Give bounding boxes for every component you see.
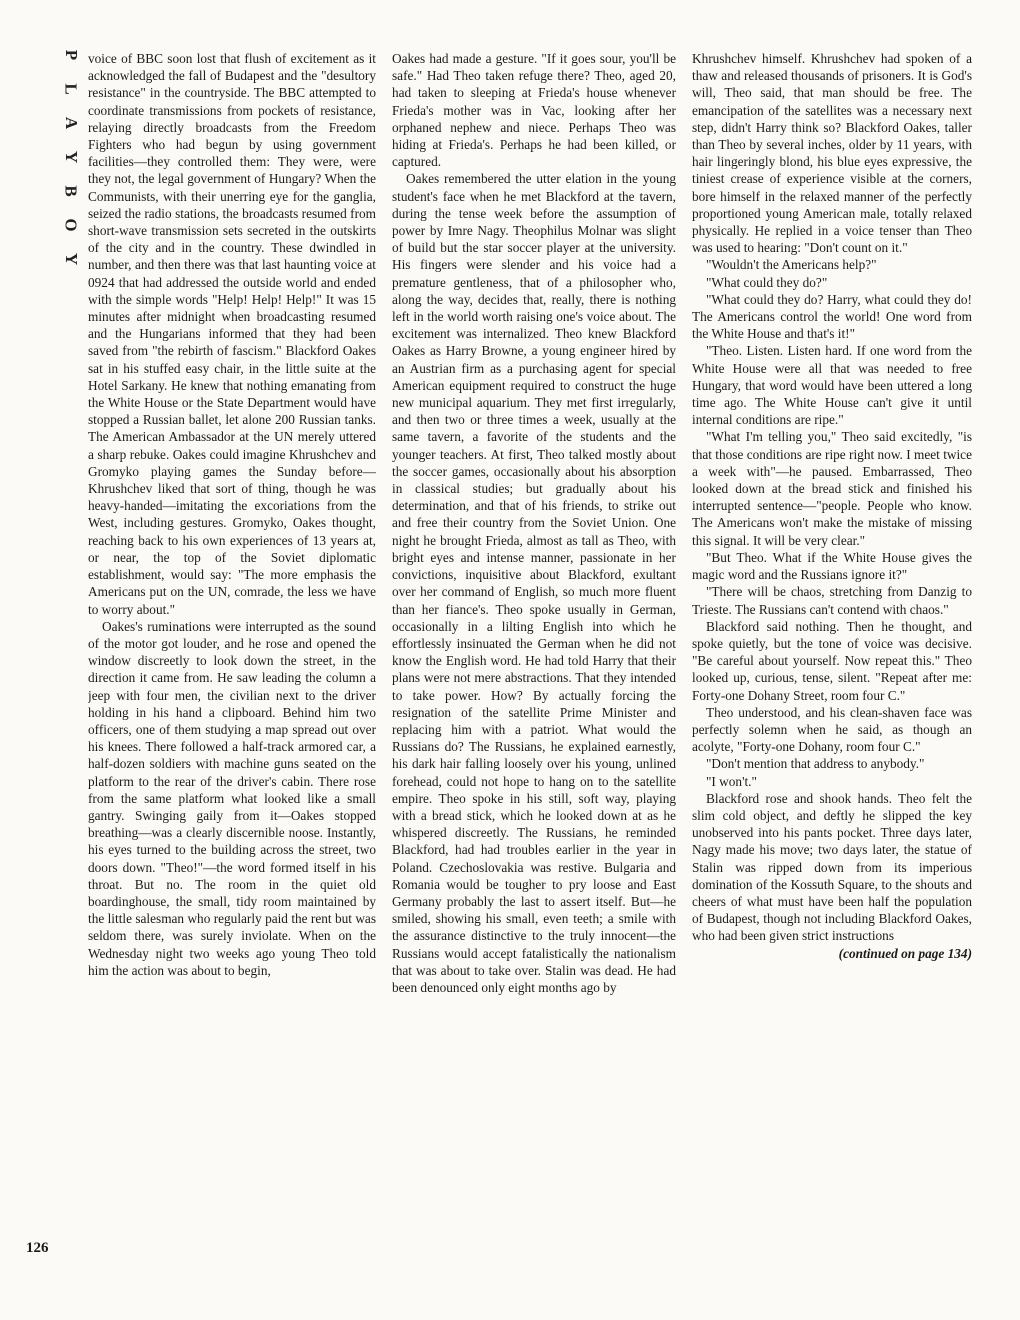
paragraph: "Don't mention that address to anybody." xyxy=(706,756,925,772)
logo-letter: Y xyxy=(62,252,81,266)
paragraph: Blackford rose and shook hands. Theo felt the slim cold object, and deftly he slipped the key unobserved into his pants pocket. Three days later, Nagy made his move; two days later, the statue of Stalin was ripped down from its imperious domination of the Kossuth Square, to the shouts and cheers of what must have been half the population of Budapest, though not including Blackford Oakes, who had been given strict instructions xyxy=(692,790,972,944)
text-column-3 xyxy=(692,50,972,1295)
paragraph: "What I'm telling you," Theo said excitedly, "is that those conditions are ripe right now. I meet twice a week with"—he paused. Embarrassed, Theo looked down at the bread stick and finished his interrupted sentence—"people. People who know. The Americans won't make the mistake of missing this signal. It will be very clear." xyxy=(692,429,972,548)
paragraph: "What could they do? Harry, what could they do! The Americans control the world! One word from the White House and that's it!" xyxy=(692,291,972,342)
paragraph: "What could they do?" xyxy=(706,274,828,290)
logo-letter: B xyxy=(62,185,81,197)
logo-letter: A xyxy=(62,116,81,130)
text-column-1 xyxy=(88,50,376,1295)
paragraph: "But Theo. What if the White House gives the magic word and the Russians ignore it?" xyxy=(692,549,972,583)
paragraph: Oakes remembered the utter elation in the young student's face when he met Blackford at the tavern, during the tense week before the assumption of power by Imre Nagy. Theophilus Molnar was slight of build but the star soccer player at the university. His fingers were slender and his voice had a premature gentleness, that of a philosopher who, along the way, decides that, really, there is nothing left in the world worth raising one's voice about. The excitement was internalized. Theo knew Blackford Oakes as Harry Browne, a young engineer hired by an Austrian firm as a purchasing agent for special American equipment required to construct the huge new municipal aquarium. They met first irregularly, and then two or three times a week, usually at the same tavern, a favorite of the students and the younger teachers. At first, Theo talked mostly about the soccer games, occasionally about his absorption in classical studies; but gradually about his determination, and that of his friends, to strike out and free their country from the Soviet Union. One night he brought Frieda, almost as tall as Theo, with bright eyes and intense manner, passionate in her convictions, inquisitive about Blackford, exultant over her command of English, so much more fluent than her fiance's. Theo spoke usually in German, occasionally in a lilting English into which he effortlessly insinuated the German when he did not know the English word. He had told Harry that their plans were not mere abstractions. That they intended to take power. How? By actually forcing the resignation of the satellite Prime Minister and replacing him with a patriot. What would the Russians do? The Russians, he explained earnestly, his dark hair falling loosely over his young, unlined forehead, could not hope to hang on to the satellite empire. Theo spoke in his still, soft way, playing with a bread stick, which he looked down at as he whispered discreetly. The Russians, he reminded Blackford, had had troubles earlier in the year in Poland. Czechoslovakia was restive. Bulgaria and Romania would be tougher to pry loose and East Germany probably the last to assert itself. But—he smiled, showing his small, even teeth; a smile with the assurance distinctive to the truly innocent—the Russians would accept fatalistically the nationalism that was about to take over. Stalin was dead. He had been denounced only eight months ago by xyxy=(392,171,676,995)
paragraph: Khrushchev himself. Khrushchev had spoken of a thaw and released thousands of prisoners. It is God's will, Theo said, that man should be free. The emancipation of the satellites was a necessary next step, didn't Harry think so? Blackford Oakes, taller than Theo by several inches, older by 11 years, with hair lingeringly blond, his blue eyes expressive, the tiniest crease of experience visible at the corners, bore himself in the relaxed manner of the perfectly proportioned young American male, totally relaxed physically. He replied in a voice tenser than Theo was used to hearing: "Don't count on it." xyxy=(692,51,972,256)
paragraph: Theo understood, and his clean-shaven face was perfectly solemn when he said, as though an acolyte, "Forty-one Dohany, room four C." xyxy=(692,704,972,755)
paragraph: "I won't." xyxy=(706,773,757,789)
paragraph: "Wouldn't the Americans help?" xyxy=(706,257,877,273)
paragraph: Oakes had made a gesture. "If it goes sour, you'll be safe." Had Theo taken refuge there? Theo, aged 20, had taken to sleeping at Frieda's house whenever Frieda's mother was in Vac, looking after her orphaned nephew and niece. Perhaps Theo was hiding at Frieda's. Perhaps he had been killed, or captured. xyxy=(392,51,676,170)
paragraph: Oakes's ruminations were interrupted as the sound of the motor got louder, and he rose and opened the window discreetly to look down the street, in the direction it came from. He saw leading the column a jeep with four men, the civilian next to the driver holding in his hand a clipboard. Behind him two officers, one of them studying a map spread out over his knees. There followed a half-track armored car, a half-dozen soldiers with machine guns seated on the platform to the rear of the driver's cabin. There rose from the same platform what looked like a small gantry. Swinging gaily from it—Oakes stopped breathing—was a clearly discernible noose. Instantly, his eyes turned to the building across the street, two doors down. "Theo!"—the word formed itself in his throat. But no. The room in the quiet old boardinghouse, the small, tidy room maintained by the little salesman who regularly paid the rent but was seldom there, was surely inviolate. When on the Wednesday night two weeks ago young Theo told him the action was about to begin, xyxy=(88,618,376,978)
text-column-2 xyxy=(392,50,676,1295)
logo-letter: L xyxy=(62,83,81,95)
paragraph: "Theo. Listen. Listen hard. If one word from the White House were all that was needed to free Hungary, that word would have been uttered a long time ago. The White House can't give it until internal conditions are ripe." xyxy=(692,343,972,428)
magazine-logo-vertical xyxy=(56,38,86,276)
logo-letter: Y xyxy=(62,150,81,164)
paragraph: Blackford said nothing. Then he thought, and spoke quietly, but the tone of voice was decisive. "Be careful about yourself. Now repeat this." Theo looked up, curious, tense, silent. "Repeat after me: Forty-one Dohany Street, room four C." xyxy=(692,618,972,703)
logo-letter: O xyxy=(61,218,81,232)
continued-note: (continued on page 134) xyxy=(838,945,972,961)
paragraph: voice of BBC soon lost that flush of excitement as it acknowledged the fall of Budapest and the "desultory resistance" in the countryside. The BBC attempted to coordinate transmissions from pockets of resistance, relaying directly broadcasts from the Freedom Fighters who had begun by using government facilities—they controlled them: They were, were they not, the legal government of Hungary? When the Communists, with their unerring eye for the ganglia, seized the radio stations, the broadcasts resumed from short-wave transmission sets secreted in the outskirts of the city and in the country. These dwindled in number, and then there was that last haunting voice at 0924 that had addressed the outside world and ended with the simple words "Help! Help! Help!" It was 15 minutes after midnight when broadcasting resumed and the Hungarians informed that they had been saved from "the rebirth of fascism." Blackford Oakes sat in his stuffed easy chair, in the little suite at the Hotel Sarkany. He knew that nothing emanating from the White House or the State Department would have stopped a Russian ballet, let alone 200 Russian tanks. The American Ambassador at the UN merely uttered a sharp rebuke. Oakes could imagine Khrushchev and Gromyko playing games the Sunday before—Khrushchev liked that sort of thing, though he was heavy-handed—imitating the excoriations from the West, including gestures. Gromyko, Oakes thought, reaching back to his own experiences of 13 years at, or near, the top of the Soviet diplomatic establishment, would say: "The more emphasis the Americans put on the UN, comrade, the less we have to worry about." xyxy=(88,51,376,617)
logo-letter: P xyxy=(61,49,81,61)
page-number: 126 xyxy=(26,1240,49,1256)
paragraph: "There will be chaos, stretching from Danzig to Trieste. The Russians can't contend with chaos." xyxy=(692,584,972,617)
